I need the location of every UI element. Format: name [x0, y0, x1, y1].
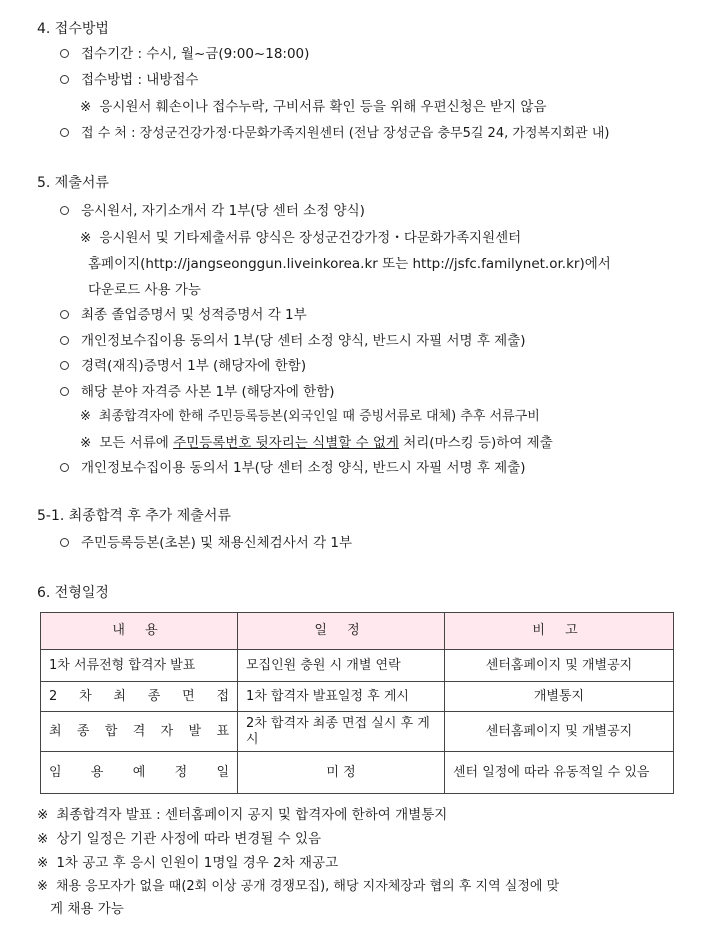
reference-mark-icon: ※: [80, 409, 91, 424]
s5-item6-text: 개인정보수집이용 동의서 1부(당 센터 소정 양식, 반드시 자필 서명 후 제출): [81, 460, 526, 476]
row2-char: 종: [147, 688, 161, 704]
s5-item1: [60, 202, 365, 220]
schedule-table: [40, 612, 674, 794]
row2-char: 2: [49, 688, 58, 704]
section51-title: 5-1. 최종합격 후 추가 제출서류: [37, 508, 231, 524]
circle-bullet-icon: [60, 538, 69, 547]
row4-char: 예: [132, 764, 146, 780]
reference-mark-icon: ※: [80, 99, 92, 115]
footnote-4-text: 채용 응모자가 없을 때(2회 이상 공개 경쟁모집), 해당 지자체장과 협의 후 지역 실정에 맞: [55, 879, 560, 894]
footnote-1: [37, 806, 447, 824]
s4-method: [60, 71, 198, 89]
s4-method-note: [80, 98, 547, 116]
row4-char: 용: [90, 764, 104, 780]
reference-mark-icon: ※: [37, 831, 49, 847]
s5-item5-text: 해당 분야 자격증 사본 1부 (해당자에 한함): [81, 384, 335, 400]
row3-char: 합: [104, 723, 118, 739]
row4-remark: 센터 일정에 따라 유동적일 수 있음: [445, 752, 674, 794]
row2-char: 차: [79, 688, 92, 704]
row3-char: 최: [49, 723, 62, 739]
reference-mark-icon: ※: [37, 807, 49, 823]
row4-char: 일: [216, 764, 229, 780]
row3-remark: 센터홈페이지 및 개별공지: [445, 712, 674, 752]
s5-note3-pre: 모든 서류에: [99, 435, 174, 451]
row3-char: 표: [216, 723, 229, 739]
s4-method-note-text: 응시원서 훼손이나 접수누락, 구비서류 확인 등을 위해 우편신청은 받지 않음: [99, 99, 547, 115]
reference-mark-icon: ※: [37, 855, 49, 871]
table-row: [41, 682, 674, 712]
circle-bullet-icon: [60, 75, 69, 84]
row2-remark: 개별통지: [445, 682, 674, 712]
row1-content: 1차 서류전형 합격자 발표: [41, 650, 238, 682]
table-row: [41, 650, 674, 682]
s5-item5: [60, 383, 335, 401]
s5-note1-line1: 응시원서 및 기타제출서류 양식은 장성군건강가정・다문화가족지원센터: [99, 230, 522, 246]
s51-item-text: 주민등록등본(초본) 및 채용신체검사서 각 1부: [81, 535, 353, 551]
s5-note1-line3: 다운로드 사용 가능: [88, 282, 201, 298]
table-header-row: [41, 613, 674, 650]
circle-bullet-icon: [60, 206, 69, 215]
section6-title: 6. 전형일정: [37, 585, 109, 601]
section5-title: 5. 제출서류: [37, 175, 109, 191]
row3-char: 자: [160, 723, 174, 739]
row2-content: [41, 682, 238, 712]
header-schedule: 일 정: [238, 613, 445, 650]
row2-char: 접: [216, 688, 229, 704]
reference-mark-icon: ※: [80, 435, 92, 451]
s5-item1-text: 응시원서, 자기소개서 각 1부(당 센터 소정 양식): [81, 203, 365, 219]
s5-item3: [60, 332, 526, 350]
reference-mark-icon: ※: [37, 879, 48, 894]
table-row: [41, 712, 674, 752]
s5-note2: [80, 408, 540, 426]
circle-bullet-icon: [60, 310, 69, 319]
s5-note1-line2: 홈페이지(http://jangseonggun.liveinkorea.kr 또는 http://jsfc.familynet.or.kr)에서: [88, 256, 611, 272]
row3-char: 격: [132, 723, 146, 739]
row4-char: 정: [174, 764, 188, 780]
s5-note3: [80, 434, 553, 452]
s5-note3-underlined: 주민등록번호 뒷자리는 식별할 수 없게: [173, 435, 399, 451]
row3-content: [41, 712, 238, 752]
footnote-3-text: 1차 공고 후 응시 인원이 1명일 경우 2차 재공고: [56, 855, 339, 871]
row2-schedule: 1차 합격자 발표일정 후 게시: [238, 682, 445, 712]
footnote-3: [37, 854, 338, 872]
section4-title: 4. 접수방법: [37, 21, 109, 37]
footnote-1-text: 최종합격자 발표 : 센터홈페이지 공지 및 합격자에 한하여 개별통지: [56, 807, 448, 823]
circle-bullet-icon: [60, 49, 69, 58]
footnote-4: [37, 878, 559, 896]
footnote-2-text: 상기 일정은 기관 사정에 따라 변경될 수 있음: [56, 831, 322, 847]
circle-bullet-icon: [60, 361, 69, 370]
row3-char: 발: [188, 723, 202, 739]
row4-schedule: 미 정: [238, 752, 445, 794]
s5-item4-text: 경력(재직)증명서 1부 (해당자에 한함): [81, 358, 307, 374]
footnote-4-cont: 게 채용 가능: [50, 901, 124, 917]
reference-mark-icon: ※: [80, 230, 92, 246]
s5-item4: [60, 357, 306, 375]
row1-schedule: 모집인원 충원 시 개별 연락: [238, 650, 445, 682]
s5-item6: [60, 459, 526, 477]
s4-method-text: 접수방법 : 내방접수: [81, 72, 199, 88]
s4-place-text: 장성군건강가정·다문화가족지원센터 (전남 장성군읍 충무5길 24, 가정복지회관 내): [139, 126, 610, 141]
s5-item2-text: 최종 졸업증명서 및 성적증명서 각 1부: [81, 307, 307, 323]
s5-note2-text: 최종합격자에 한해 주민등록등본(외국인일 때 증빙서류로 대체) 추후 서류구비: [98, 409, 540, 424]
row4-char: 임: [49, 764, 62, 780]
row1-remark: 센터홈페이지 및 개별공지: [445, 650, 674, 682]
footnote-2: [37, 830, 321, 848]
row2-char: 최: [113, 688, 126, 704]
s4-place: [60, 125, 609, 143]
circle-bullet-icon: [60, 128, 69, 137]
row3-schedule: 2차 합격자 최종 면접 실시 후 게시: [238, 712, 445, 752]
s4-period: [60, 45, 309, 63]
header-content: 내 용: [41, 613, 238, 650]
circle-bullet-icon: [60, 387, 69, 396]
circle-bullet-icon: [60, 463, 69, 472]
s5-item3-text: 개인정보수집이용 동의서 1부(당 센터 소정 양식, 반드시 자필 서명 후 제출): [81, 333, 526, 349]
header-remark: 비 고: [445, 613, 674, 650]
s5-note1: [80, 229, 521, 247]
table-row: [41, 752, 674, 794]
s4-period-text: 접수기간 : 수시, 월~금(9:00~18:00): [81, 46, 310, 62]
s4-place-label: 접 수 처 :: [81, 126, 136, 141]
row4-content: [41, 752, 238, 794]
s51-item: [60, 534, 352, 552]
s5-note3-post: 처리(마스킹 등)하여 제출: [398, 435, 553, 451]
row3-char: 종: [76, 723, 90, 739]
row2-char: 면: [182, 688, 195, 704]
s5-item2: [60, 306, 307, 324]
circle-bullet-icon: [60, 336, 69, 345]
